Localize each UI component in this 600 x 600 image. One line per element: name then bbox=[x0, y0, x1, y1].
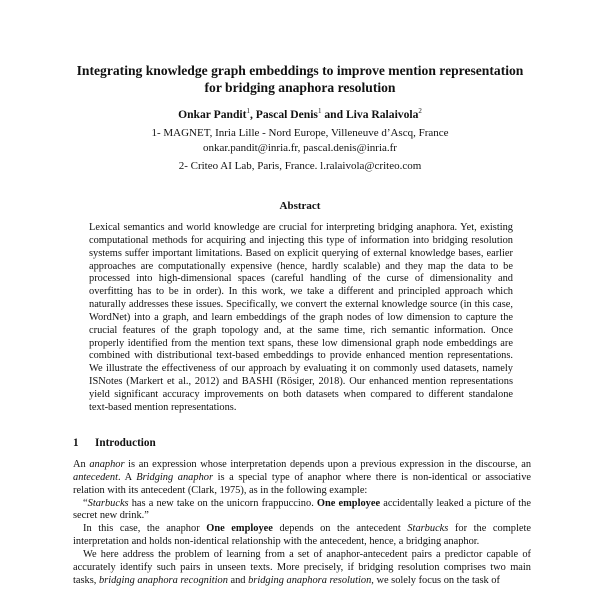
term-resolution: bridging anaphora resolution bbox=[248, 574, 372, 586]
term-anaphor: anaphor bbox=[89, 459, 125, 470]
text-run: An bbox=[73, 459, 90, 470]
intro-paragraph bbox=[73, 549, 531, 588]
example-antecedent: Starbucks bbox=[87, 497, 129, 509]
intro-paragraph bbox=[73, 459, 531, 498]
text-run: has a new take on the unicorn frappuccino. bbox=[128, 497, 317, 509]
affiliation-line: 2- Criteo AI Lab, Paris, France. l.ralaivola@criteo.com bbox=[178, 160, 422, 172]
introduction-body bbox=[73, 459, 531, 587]
text-run: is a special type of anaphor where there is non-identical or associative relation with its antecedent (Clark, 1975), as in the following example: bbox=[73, 471, 532, 496]
author-affiliation-mark: 2 bbox=[418, 107, 422, 115]
section-title: Introduction bbox=[95, 437, 156, 449]
section-number: 1 bbox=[73, 437, 79, 449]
text-run: accidentally leaked a picture of the secret new drink.” bbox=[73, 497, 531, 522]
example-antecedent: Starbucks bbox=[407, 523, 449, 535]
paper-title: Integrating knowledge graph embeddings to improve mention representation for bridging anaphora resolution bbox=[76, 63, 524, 95]
text-run: , we solely focus on the task of bbox=[371, 574, 500, 586]
author-affiliation-mark: 1 bbox=[317, 107, 322, 115]
author-line bbox=[70, 104, 530, 122]
abstract-body: Lexical semantics and world knowledge are crucial for interpreting bridging anaphora. Yet, existing computational methods for acquiring and injecting this type of information into bridging resolution systems suffer important limitations. Based on explicit querying of external knowledge bases, earlier approaches are computationally expensive (hence, hardly scalable) and they map the data to be processed into high-dimensional spaces (careful handling of the curse of dimensionality and overfitting has to be in order). In this work, we take a different and principled approach which naturally addresses these issues. Specifically, we convert the external knowledge source (in this case, WordNet) into a graph, and learn embeddings of the graph nodes of low dimension to capture the crucial features of the graph topology and, at the same time, rich semantic information. Once properly identified from the mention text spans, these low dimensional graph node embeddings are combined with distributional text-based embeddings to provide enhanced mention representations. We illustrate the effectiveness of our approach by evaluating it on commonly used datasets, namely ISNotes (Markert et al., 2012) and BASHI (Rösiger, 2018). Our enhanced mention representations yield significant accuracy improvements on both datasets when compared to different standalone text-based mention representations. bbox=[89, 222, 513, 413]
author-affiliation-mark: 1 bbox=[246, 107, 250, 115]
author-name: Liva Ralaivola bbox=[345, 107, 419, 121]
author-separator: , bbox=[249, 107, 256, 121]
example-anaphor: One employee bbox=[206, 523, 273, 535]
abstract-heading: Abstract bbox=[279, 200, 321, 212]
section-heading bbox=[73, 437, 156, 449]
text-run: . A bbox=[118, 471, 137, 483]
text-run: “ bbox=[83, 497, 88, 509]
text-run: and bbox=[227, 574, 249, 586]
text-run: is an expression whose interpretation depends upon a previous expression in the discourse, an bbox=[124, 459, 532, 470]
author-separator: and bbox=[321, 107, 346, 121]
example-quote bbox=[73, 498, 531, 524]
author-name: Pascal Denis bbox=[255, 107, 318, 121]
term-bridging-anaphor: Bridging anaphor bbox=[136, 471, 214, 483]
text-run: for the complete interpretation and holds non-identical relationship with the antecedent, hence, a bridging anaphor. bbox=[73, 523, 531, 548]
affiliation-emails: onkar.pandit@inria.fr, pascal.denis@inria.fr bbox=[203, 142, 397, 154]
example-anaphor: One employee bbox=[316, 497, 381, 509]
term-antecedent: antecedent bbox=[73, 471, 119, 483]
author-name: Onkar Pandit bbox=[178, 107, 247, 121]
term-recognition: bridging anaphora recognition bbox=[98, 574, 228, 586]
text-run: depends on the antecedent bbox=[272, 523, 408, 535]
intro-paragraph bbox=[73, 523, 531, 549]
text-run: We here address the problem of learning from a set of anaphor-antecedent pairs a predictor capable of accurately identify such pairs in unseen texts. More precisely, if bridging resolution comprises two main tasks, bbox=[73, 548, 531, 586]
text-run: In this case, the anaphor bbox=[83, 523, 207, 535]
affiliation-line: 1- MAGNET, Inria Lille - Nord Europe, Villeneuve d’Ascq, France bbox=[151, 127, 449, 139]
